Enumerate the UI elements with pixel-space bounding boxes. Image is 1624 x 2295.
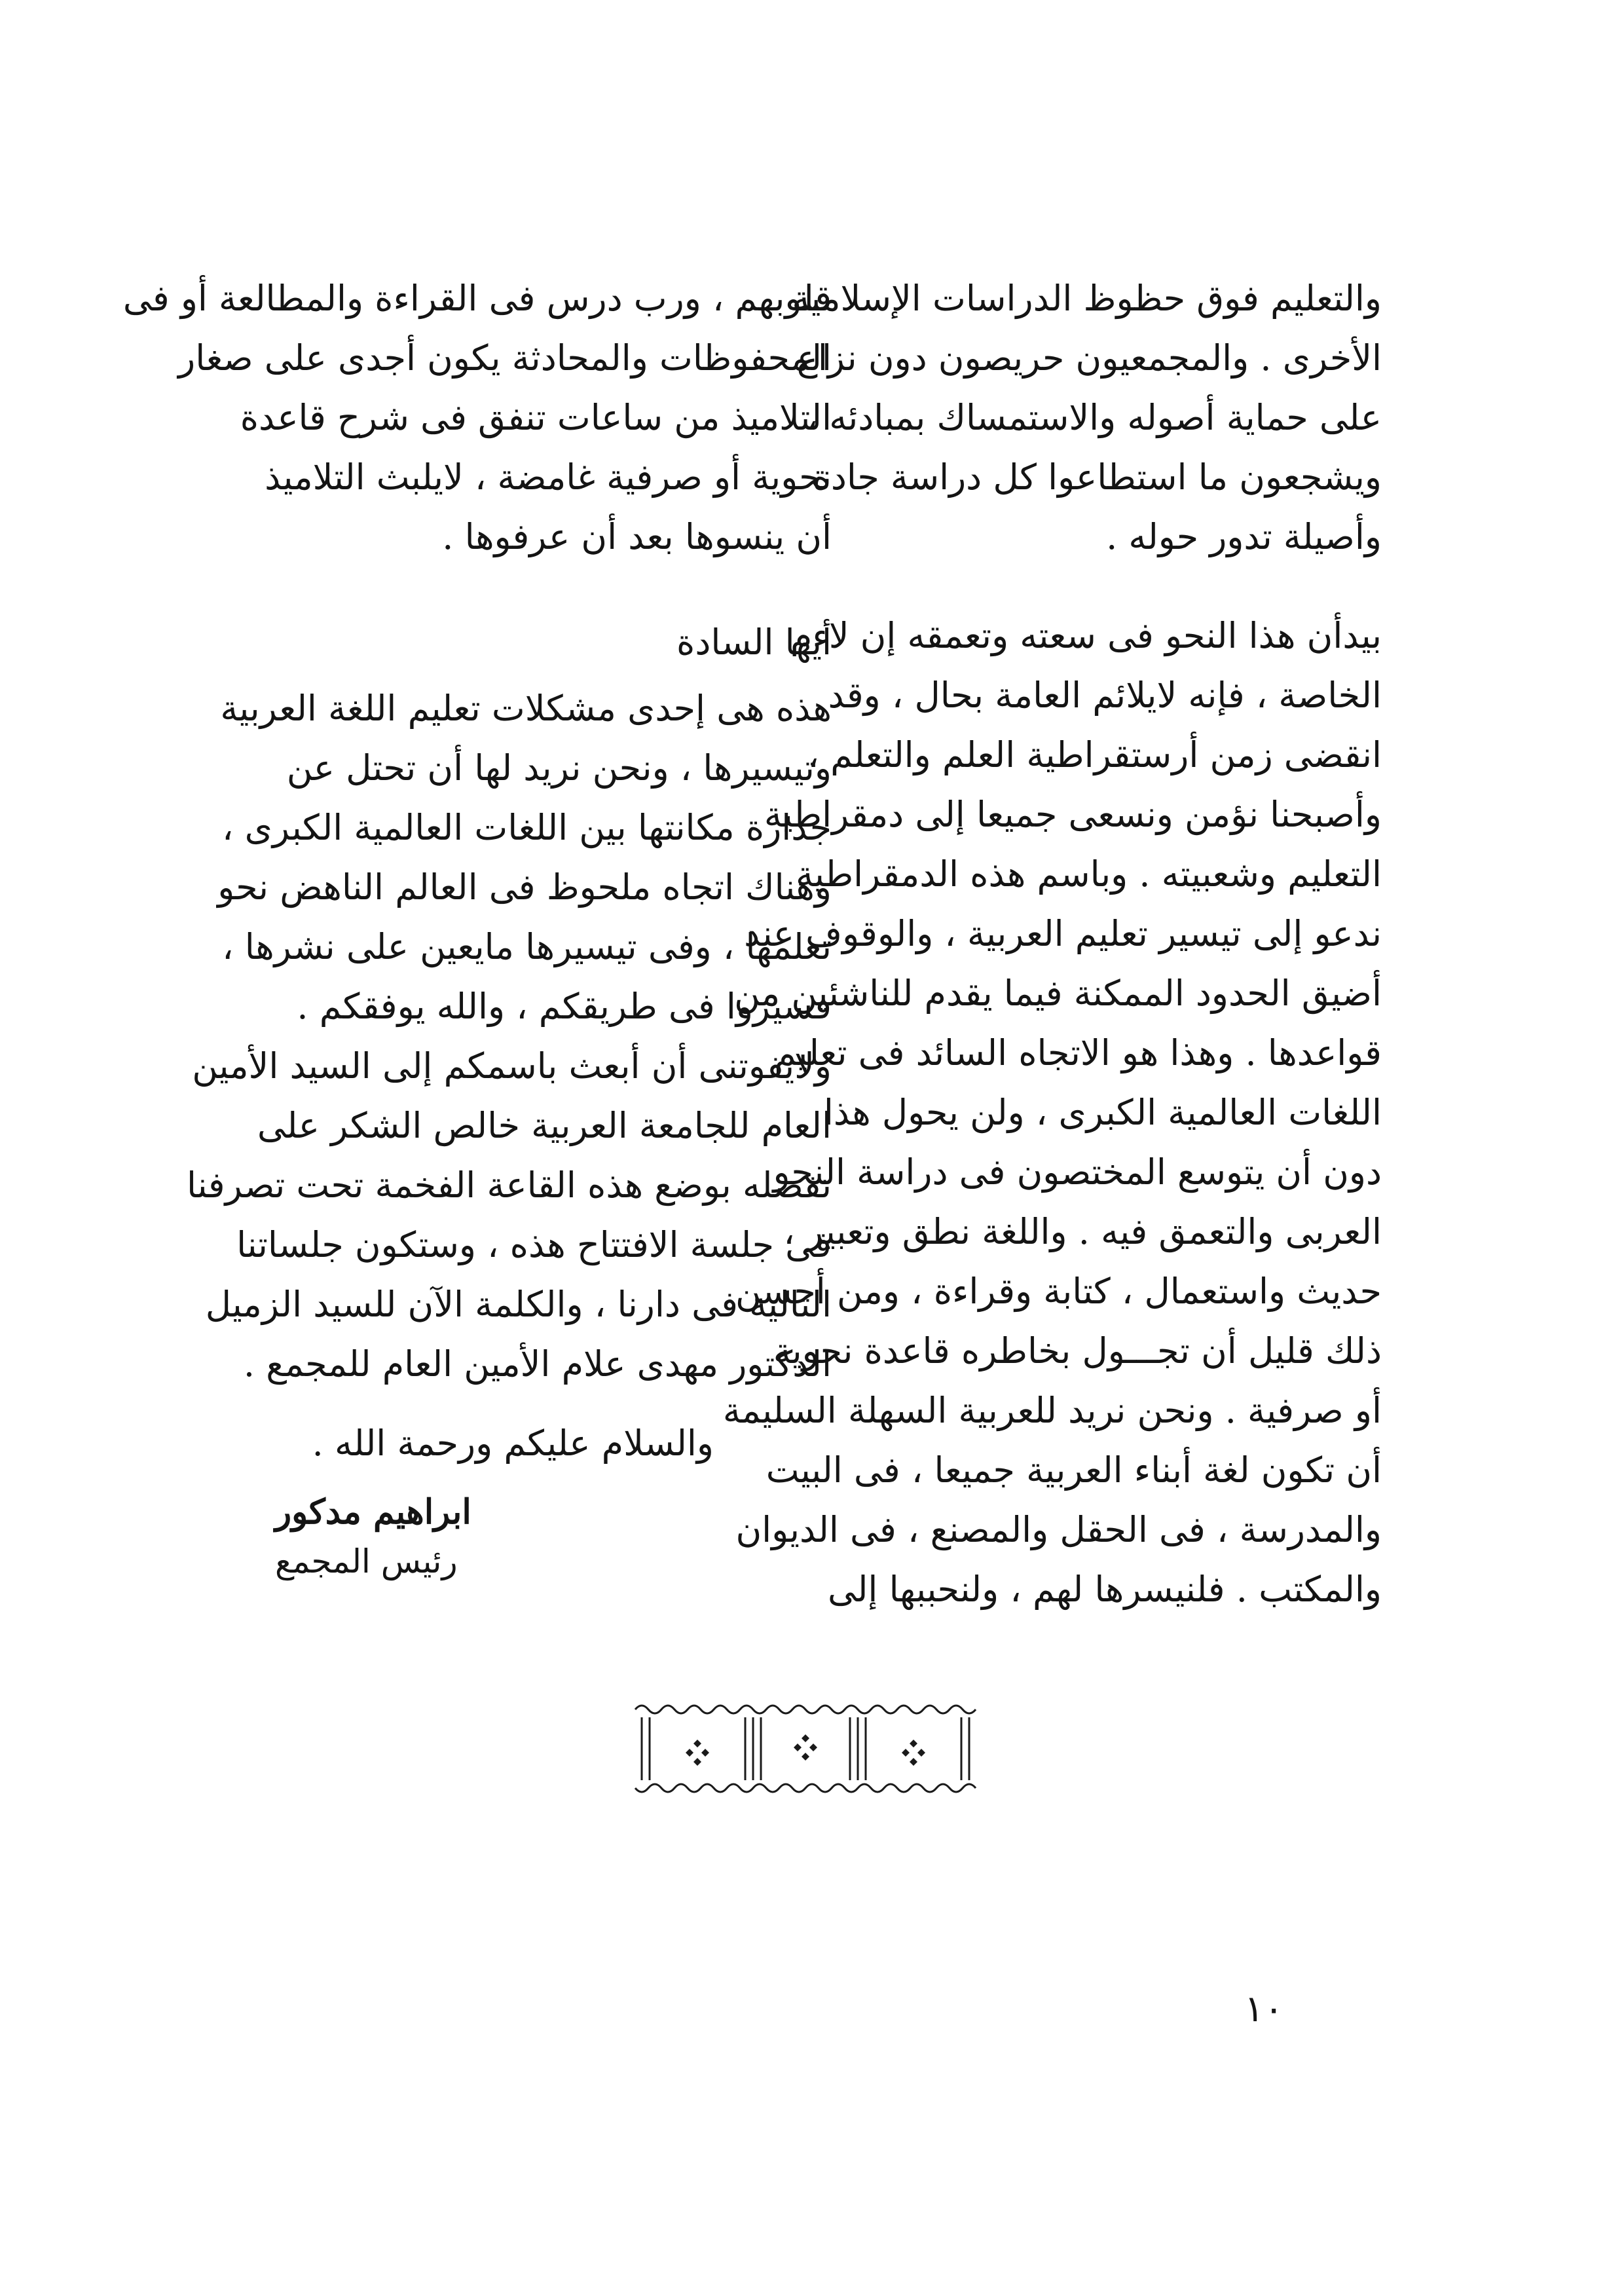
text-line: ذلك قليل أن تجـــول بخاطره قاعدة نحوية (773, 1330, 1382, 1371)
text-line: جدارة مكانتها بين اللغات العالمية الكبرى ، (222, 807, 832, 848)
text-line: الأخرى . والمجمعيون حريصون دون نزاع (796, 337, 1382, 379)
text-line: انقضى زمن أرستقراطية العلم والتعلم ، (807, 734, 1382, 775)
text-line: والمدرسة ، فى الحقل والمصنع ، فى الديوان (735, 1509, 1382, 1550)
text-line: أضيق الحدود الممكنة فيما يقدم للناشئين من (734, 973, 1382, 1014)
closing-salutation: والسلام عليكم ورحمة الله . (312, 1423, 714, 1464)
text-line: العربى والتعمق فيه . واللغة نطق وتعبير ، (783, 1211, 1382, 1252)
text-line: المحفوظات والمحادثة يكون أجدى على صغار (178, 337, 832, 379)
section-heading: أيها السادة (676, 622, 832, 663)
left-paragraph-1 (122, 269, 832, 567)
text-line: التلاميذ من ساعات تنفق فى شرح قاعدة (240, 397, 832, 438)
text-line: والتعليم فوق حظوظ الدراسات الإسلامية (792, 278, 1382, 319)
text-line: قلوبهم ، ورب درس فى القراءة والمطالعة أو فى (122, 278, 832, 319)
text-line: ندعو إلى تيسير تعليم العربية ، والوقوف عند (744, 913, 1382, 954)
text-line: اللغات العالمية الكبرى ، ولن يحول هذا (823, 1092, 1382, 1133)
left-paragraph-2 (187, 679, 832, 1394)
text-line: وهناك اتجاه ملحوظ فى العالم الناهض نحو (217, 867, 832, 908)
signature-name: ابراهيم مدكور (275, 1492, 471, 1532)
text-line: تعلمها ، وفى تيسيرها مايعين على نشرها ، (222, 926, 832, 967)
text-line: قواعدها . وهذا هو الاتجاه السائد فى تعليم (774, 1032, 1382, 1073)
text-line: وتيسيرها ، ونحن نريد لها أن تحتل عن (286, 747, 832, 789)
text-line: حديث واستعمال ، كتابة وقراءة ، ومن أحسن (735, 1271, 1382, 1312)
text-line: تفضله بوضع هذه القاعة الفخمة تحت تصرفنا (187, 1165, 832, 1206)
right-paragraph-1 (792, 269, 1382, 567)
text-line: دون أن يتوسع المختصون فى دراسة النحو (773, 1151, 1382, 1193)
signature-block (275, 1486, 491, 1584)
text-line: التالية فى دارنا ، والكلمة الآن للسيد الزميل (205, 1284, 832, 1325)
signature-title: رئيس المجمع (275, 1542, 458, 1580)
text-line: بيدأن هذا النحو فى سعته وتعمقه إن لاءم (790, 615, 1382, 656)
text-line: هذه هى إحدى مشكلات تعليم اللغة العربية (220, 688, 832, 729)
text-line: نحوية أو صرفية غامضة ، لايلبث التلاميذ (265, 457, 832, 498)
text-line: ولايفوتنى أن أبعث باسمكم إلى السيد الأمين (192, 1045, 832, 1087)
text-line: أو صرفية . ونحن نريد للعربية السهلة السليمة (722, 1390, 1382, 1431)
text-line: فى جلسة الافتتاح هذه ، وستكون جلساتنا (236, 1224, 832, 1265)
text-line: فسيروا فى طريقكم ، والله يوفقكم . (297, 986, 832, 1027)
page-number: ١٠ (1244, 1988, 1284, 2030)
text-line: وأصبحنا نؤمن ونسعى جميعا إلى دمقراطية (764, 794, 1382, 835)
text-line: الخاصة ، فإنه لايلائم العامة بحال ، وقد (828, 675, 1382, 716)
text-line: ويشجعون ما استطاعوا كل دراسة جادة (812, 457, 1382, 498)
text-line: التعليم وشعبيته . وباسم هذه الدمقراطية (795, 853, 1382, 895)
text-line: أن تكون لغة أبناء العربية جميعا ، فى البيت (766, 1449, 1382, 1491)
left-text-column (122, 269, 832, 1584)
text-line: الدكتور مهدى علام الأمين العام للمجمع . (243, 1343, 832, 1385)
text-line: أن ينسوها بعد أن عرفوها . (442, 516, 832, 557)
text-line: والمكتب . فلنيسرها لهم ، ولنحببها إلى (827, 1569, 1382, 1610)
text-line: على حماية أصوله والاستمساك بمبادئه ، (806, 397, 1382, 438)
text-line: العام للجامعة العربية خالص الشكر على (257, 1105, 832, 1146)
decorative-ornament (629, 1696, 982, 1801)
text-line: وأصيلة تدور حوله . (1106, 516, 1382, 557)
